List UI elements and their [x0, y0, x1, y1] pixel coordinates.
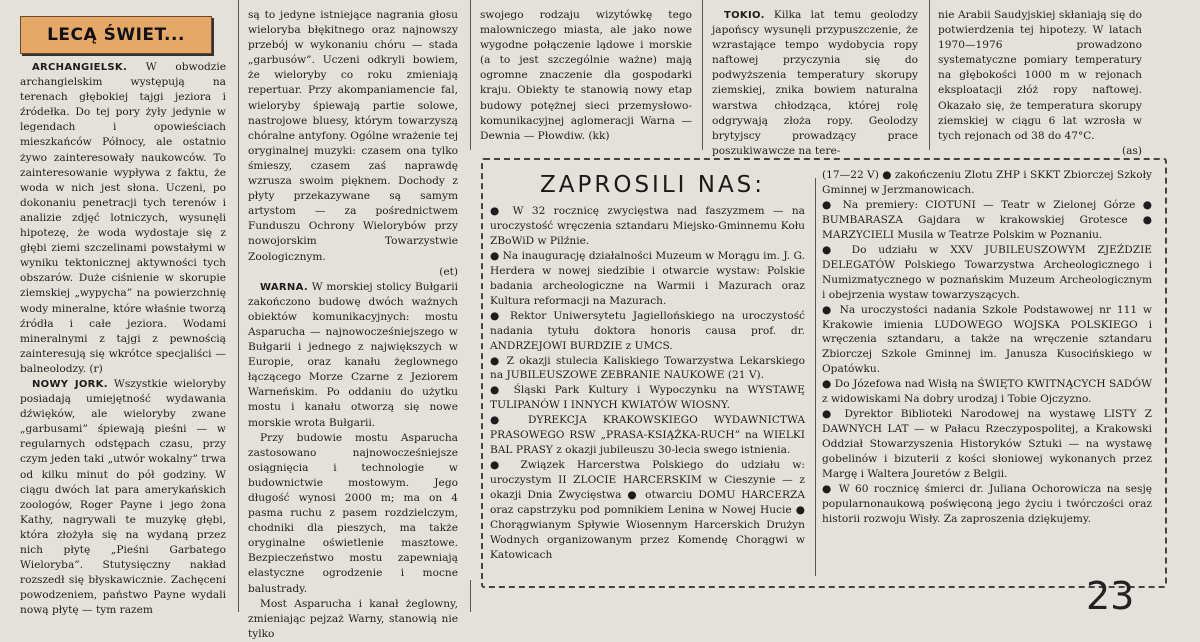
column-rule — [470, 0, 471, 150]
page-number: 23 — [1086, 574, 1135, 618]
dateline: TOKIO. — [724, 10, 765, 21]
dateline: WARNA. — [260, 281, 308, 293]
invitation-item: ● Śląski Park Kultury i Wypoczynku na WYSTAWĘ TULIPANÓW I INNYCH KWIATÓW WIOSNY. — [490, 384, 805, 412]
dateline: ARCHANGIELSK. — [32, 62, 128, 73]
article-warna — [248, 280, 458, 431]
invitation-item: ● Związek Harcerstwa Polskiego do udziału w: uroczystym II ZLOCIE HARCERSKIM w Cieszynie — z okazji Dnia Zwycięstwa ● otwarciu DOMU HARCERZA oraz capstrzyku pod pomnikiem Lenina w Nowej Hucie ● Chorągwianym Spływie Wiosennym Harcerskich Drużyn Wodnych organizowanym przez Komendę Chorągwi w Katowicach — [490, 459, 805, 561]
article-tokio — [712, 8, 918, 159]
column-rule — [702, 0, 703, 150]
article-column-2 — [248, 8, 458, 642]
column-rule — [815, 178, 816, 576]
article-column-3 — [480, 8, 692, 144]
author-signature: (et) — [439, 265, 458, 278]
section-title: LECĄ ŚWIET... — [47, 25, 185, 45]
section-header — [20, 16, 212, 54]
invitation-item: ● W 32 rocznicę zwycięstwa nad faszyzmem — na uroczystość wręczenia sztandaru Miejsko-Gminnemu Kołu ZBoWiD w Pilźnie. — [490, 205, 805, 247]
article-text: Przy budowie mostu Asparucha zastosowano najnowocześniejsze osiągnięcia i technologie w budownictwie mostowym. Jego długość wynosi 2000 m; ma on 4 pasma ruchu z pasem rozdzielczym, chodniki dla pieszych, ma także oryginalne oświetlenie masztowe. Bezpieczeństwo mostu zapewniają elastyczne ogrodzenie i mocne balustrady. — [248, 431, 458, 595]
article-text: Wszystkie wieloryby posiadają umiejętność wydawania dźwięków, ale wieloryby zwane „garbusami” śpiewają pieśni — w regularnych odstępach czasu, przy czym jeden taki „utwór wokalny” trwa od kilku minut do pół godziny. W ciągu dwóch lat para amerykańskich zoologów, Roger Payne i jego żona Kathy, nagrywali te muzykę głębi, która złożyła się na wydaną przez nich płytę „Pieśni Garbatego Wieloryba”. Stutysięczny nakład rozszedł się błyskawicznie. Zachęceni powodzeniem, państwo Payne wydali nową płytę — tym razem — [20, 377, 226, 617]
invitation-item: (17—22 V) ● zakończeniu Zlotu ZHP i SKKT Zbiorczej Szkoły Gminnej w Jerzmanowicach. — [822, 169, 1152, 196]
article-text: nie Arabii Saudyjskiej skłaniają się do potwierdzenia tej hipotezy. W latach 1970—1976 prowadzono systematyczne pomiary temperatury na głębokości 1000 m w rejonach eksploatacji złóż ropy naftowej. Okazało się, że temperatura skorupy ziemskiej w ciągu 6 lat wzrosła w tych rejonach od 38 do 47°C. — [938, 9, 1142, 142]
invitations-left-column — [490, 204, 805, 563]
article-column-5 — [938, 8, 1142, 159]
article-text: swojego rodzaju wizytówkę tego malowniczego miasta, ale jako nowe wygodne połączenie lądowe i morskie (a to jest szczególnie ważne) mają ogromne znaczenie dla gospodarki kraju. Obiekty te stanowią nowy etap budowy potężnej sieci przemysłowo-komunikacyjnej aglomeracji Warna — Dewnia — Płowdiw. (kk) — [480, 9, 692, 142]
article-text: Most Asparucha i kanał żeglowny, zmieniając pejzaż Warny, stanowią nie tylko — [248, 597, 458, 640]
article-text: są to jedyne istniejące nagrania głosu wieloryba błękitnego oraz najnowszy przebój w wykonaniu chóru — stada „garbusów”. Uczeni odkryli bowiem, że wieloryby co roku zmieniają repertuar. Przy akompaniamencie fal, wieloryby śpiewają partie solowe, nastrojowe bluesy, którym towarzyszą chóralne antyfony. Ogólne wrażenie tej oryginalnej muzyki: czasem ona tylko śmieszy, czasem zaś naprawdę wzrusza swoim pięknem. Dochody z płyty przekazywane są samym artystom — za pośrednictwem Funduszu Ochrony Wielorybów przy nowojorskim Towarzystwie Zoologicznym. — [248, 9, 458, 263]
column-rule — [470, 580, 471, 612]
article-column-1 — [20, 60, 226, 618]
invitation-item: ● Do Józefowa nad Wisłą na ŚWIĘTO KWITNĄCYCH SADÓW z widowiskami Na dobry urodzaj i Tobie Ojczyzno. — [822, 378, 1152, 406]
invitation-item: ● W 60 rocznicę śmierci dr. Juliana Ochorowicza na sesję popularnonaukową poświęconą jego życiu i twórczości oraz historii rozwoju Wisły. Za zaproszenia dziękujemy. — [822, 483, 1152, 525]
invitations-right-column — [822, 168, 1152, 527]
invitation-item: ● Do udziału w XXV JUBILEUSZOWYM ZJEŹDZIE DELEGATÓW Polskiego Towarzystwa Archeologicznego i Numizmatycznego w poznańskim Muzeum Archeologicznym i obejrzenia wystaw towarzyszących. — [822, 243, 1152, 301]
column-rule — [929, 0, 930, 150]
article-text: W morskiej stolicy Bułgarii zakończono budowę dwóch ważnych obiektów komunikacyjnych: mostu Asparucha — najnowocześniejszego w Bułgarii i jednego z największych w Europie, oraz kanału żeglownego łączącego Morze Czarne z Jeziorem Warneńskim. Po oddaniu do użytku mostu i kanału otworzą się nowe morskie wrota Bułgarii. — [248, 280, 458, 429]
article-archangielsk — [20, 60, 226, 377]
invitation-item: ● Na uroczystości nadania Szkole Podstawowej nr 111 w Krakowie imienia LUDOWEGO WOJSKA POLSKIEGO i wręczenia sztandaru, a także na wręczenie sztandaru Zbiorczej Szkole Gminnej im. Janusza Kusocińskiego w Opatówku. — [822, 303, 1152, 376]
article-text: W obwodzie archangielskim występują na terenach głębokiej tajgi jeziora i źródełka. Do tej pory żyły jedynie w legendach i opowieściach mieszkańców Północy, ale ostatnio żywo zainteresowały naukowców. To zainteresowanie wypływa z faktu, że woda w nich jest słona. Uczeni, po dokonaniu penetracji tych terenów i analizie zdjęć lotniczych, wysunęli hipotezę, że woda wydostaje się z głębi ziemi szczelinami powstałymi w wyniku tektonicznej aktywności tych obszarów. Duże ciśnienie w skorupie ziemskiej „wypycha” na powierzchnię wody mineralne, które właśnie tworzą źródła i całe jeziora. Wodami mineralnymi z tajgi z pewnością zainteresują się wkrótce specjaliści — balneolodzy. (r) — [20, 61, 226, 375]
invitation-item: ● Dyrektor Biblioteki Narodowej na wystawę LISTY Z DAWNYCH LAT — w Pałacu Rzeczypospolitej, a Krakowski Oddział Stowarzyszenia Historyków Sztuki — na wystawę gobelinów i bizuterii z kości słoniowej wykonanych przez Margę i Waltera Jouretów z Belgii. — [822, 408, 1152, 481]
invitation-item: ● Z okazji stulecia Kaliskiego Towarzystwa Lekarskiego na JUBILEUSZOWE ZEBRANIE NAUKOWE (21 V). — [490, 354, 805, 382]
invitation-item: ● Rektor Uniwersytetu Jagiellońskiego na uroczystość nadania tytułu doktora honoris causa prof. dr. ANDRZEJOWI BURDZIE z UMCS. — [490, 309, 805, 352]
invitation-item: ● DYREKCJA KRAKOWSKIEGO WYDAWNICTWA PRASOWEGO RSW „PRASA-KSIĄŻKA-RUCH” na WIELKI BAL PRASY z okazji jubileuszu 30-lecia swego istnienia. — [490, 414, 805, 457]
article-column-4 — [712, 8, 918, 159]
author-signature: (as) — [1121, 144, 1142, 157]
article-text: Kilka lat temu geolodzy japońscy wysunęli przypuszczenie, że wzrastające tempo wydobycia ropy naftowej przyczynia się do podwyższenia temperatury skorupy ziemskiej, znika bowiem naturalna warstwa chłodząca, której rolę odgrywają złoża ropy. Geolodzy brytyjscy prowadzący prace poszukiwawcze na tere- — [712, 9, 918, 157]
invitations-title: ZAPROSILI NAS: — [540, 172, 766, 198]
invitation-item: ● Na inaugurację działalności Muzeum w Morągu im. J. G. Herdera w nowej siedzibie i otwarcie wystaw: Polskie badania archeologiczne na Warmii i Mazurach oraz Kultura reformacji na Mazurach. — [490, 249, 805, 307]
invitation-item: ● Na premiery: CIOTUNI — Teatr w Zielonej Górze ● BUMBARASZA Gajdara w krakowskiej Grotesce ● MARZYCIELI Musila w Teatrze Polskim w Poznaniu. — [822, 198, 1152, 241]
column-rule — [238, 0, 239, 612]
article-nowy-jork — [20, 377, 226, 619]
dateline: NOWY JORK. — [32, 378, 108, 390]
